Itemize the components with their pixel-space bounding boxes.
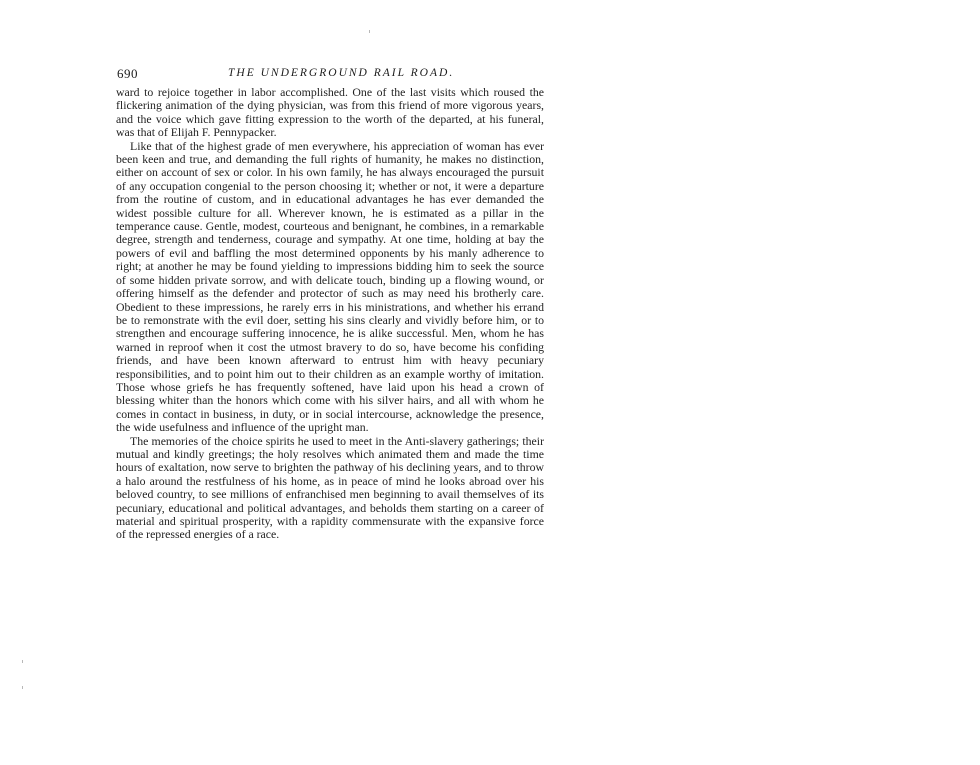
running-head: THE UNDERGROUND RAIL ROAD. bbox=[228, 67, 455, 79]
paragraph-1: ward to rejoice together in labor accomplished. One of the last visits which roused the flickering animation of the dying physician, was from this friend of more vigorous years, and the voice which gave fitting expression to the worth of the departed, at his funeral, was that of Elijah F. Pennypacker. bbox=[116, 85, 544, 140]
paragraph-3: The memories of the choice spirits he used to meet in the Anti-slavery gatherings; their mutual and kindly greetings; the holy resolves which animated them and made the time hours of exaltation, now serve to brighten the pathway of his declining years, and to throw a halo around the restfulness of his home, as in peace of mind he looks abroad over his beloved country, to see millions of enfranchised men beginning to avail themselves of its pecuniary, educational and political advantages, and beholds them starting on a career of material and spiritual prosperity, with a rapidity commensurate with the expansive force of the repressed energies of a race. bbox=[116, 433, 544, 542]
paragraph-2: Like that of the highest grade of men everywhere, his appreciation of woman has ever been keen and true, and demanding the full rights of humanity, he makes no distinction, either on account of sex or color. In his own family, he has always encouraged the pursuit of any occupation congenial to the person choosing it; whether or not, it were a departure from the routine of custom, and in educational advantages he has ever demanded the widest possible culture for all. Wherever known, he is estimated as a pillar in the temperance cause. Gentle, modest, courteous and benignant, he combines, in a remarkable degree, strength and tenderness, courage and sympathy. At one time, holding at bay the powers of evil and baffling the most determined opponents by his manly adherence to right; at another he may be found yielding to impressions bidding him to seek the source of some hidden private sorrow, and with delicate touch, binding up a flowing wound, or offering himself as the defender and protector of such as may need his brotherly care. Obedient to these impressions, he rarely errs in his ministrations, and whether his errand be to remonstrate with the evil doer, setting his sins clearly and vividly before him, or to strengthen and encourage suffering innocence, he is alike successful. Men, whom he has warned in reproof when it cost the utmost bravery to do so, have become his confiding friends, and have been known afterward to entrust him with heavy pecuniary responsibilities, and to point him out to their children as an example worthy of imitation. Those whose griefs he has frequently softened, have laid upon his head a crown of blessing whiter than the honors which come with his silver hairs, and all with whom he comes in contact in business, in duty, or in social intercourse, acknowledge the presence, the wide usefulness and influence of the upright man. bbox=[116, 138, 544, 435]
scan-speck bbox=[369, 30, 370, 33]
scan-speck bbox=[22, 660, 23, 663]
body-text bbox=[116, 86, 544, 542]
page-header bbox=[117, 66, 547, 82]
scan-speck bbox=[22, 686, 23, 689]
page-number: 690 bbox=[117, 66, 138, 81]
